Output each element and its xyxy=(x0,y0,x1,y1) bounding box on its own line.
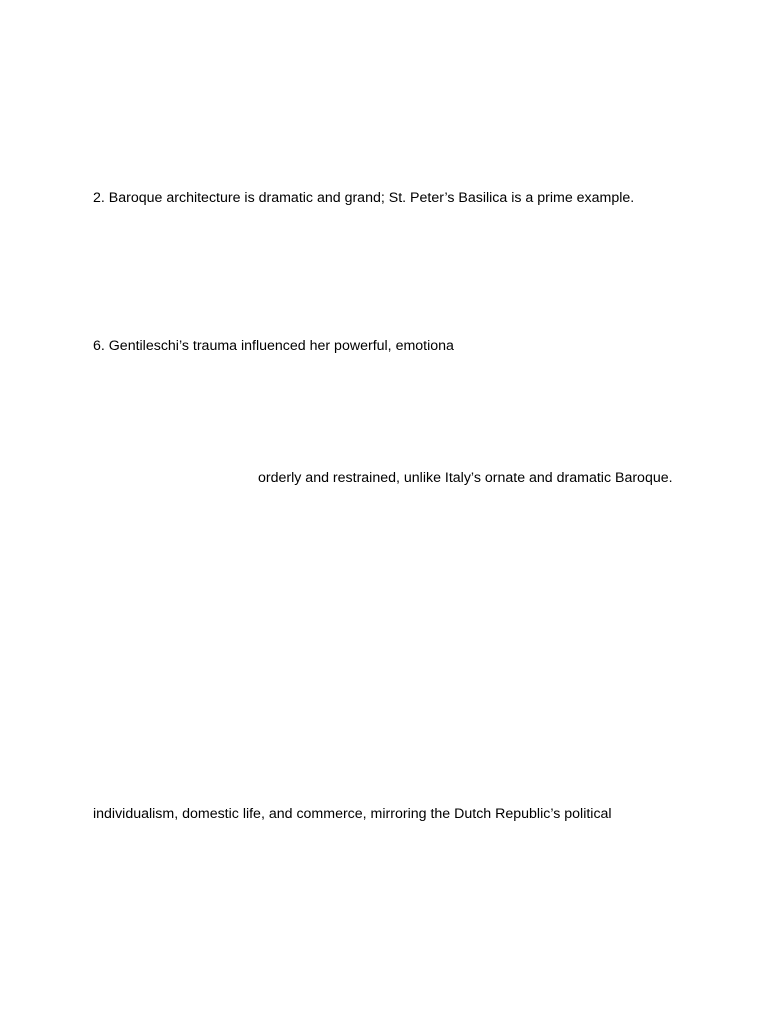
text-line-gentileschi: 6. Gentileschi’s trauma influenced her powerful, emotiona xyxy=(93,338,454,354)
text-line-individualism: individualism, domestic life, and commerce, mirroring the Dutch Republic’s political xyxy=(93,806,612,822)
text-line-orderly-restrained: orderly and restrained, unlike Italy’s ornate and dramatic Baroque. xyxy=(258,470,673,486)
text-line-baroque-architecture: 2. Baroque architecture is dramatic and grand; St. Peter’s Basilica is a prime example. xyxy=(93,190,635,206)
